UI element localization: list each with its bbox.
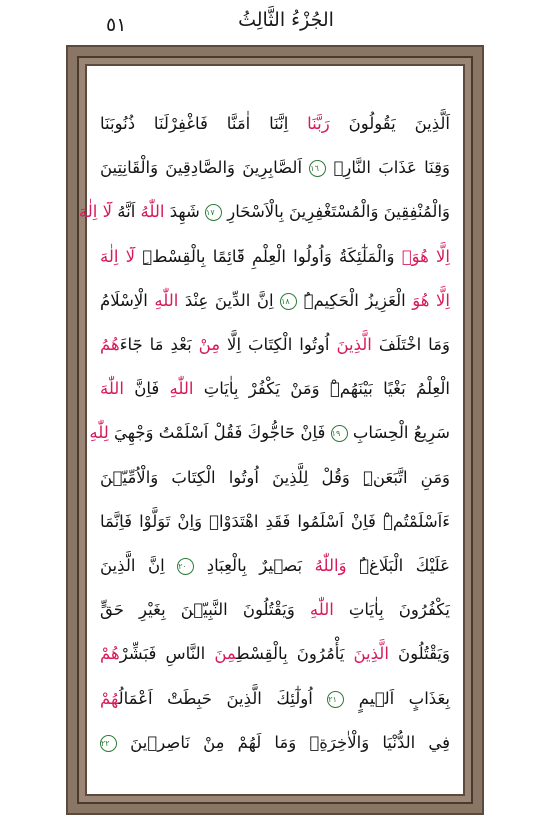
highlighted-word: الَّذِينَ [336,335,372,354]
verse-text: اَلَّذِينَ يَقُولُونَ [329,114,450,133]
page-frame [66,45,484,815]
verse-text: وَمَنِ اتَّبَعَنِۜ وَقُلْ لِلَّذِينَ اُوتُوا الْكِتَابَ وَالْاُمِّيّٖنَ [100,467,450,487]
highlighted-word: اِلَّا هُوَ [412,290,450,310]
highlighted-word: هُمْ [100,644,120,664]
verse-line [78,190,450,234]
verse-line [100,279,450,323]
verse-line [100,677,450,721]
highlighted-word: اللّٰهَ [100,379,124,399]
ayah-number-marker: ٢١ [327,691,344,708]
verse-line [100,500,450,544]
verse-text: وَمَا اخْتَلَفَ [371,335,450,354]
verse-text: اِنَّ الَّذِينَ [100,556,178,575]
highlighted-word: اللّٰهِ [169,379,194,399]
page-number: ٥١ [106,14,127,36]
verse-text: اَلصَّابِرِينَ وَالصَّادِقِينَ وَالْقَانِتِينَ [100,158,310,178]
highlighted-word: رَبَّنَا [307,114,330,133]
verse-line [100,632,450,676]
highlighted-word: اللّٰهِ [154,290,179,310]
verse-text: اُولٰٓئِكَ الَّذِينَ حَبِطَتْ اَعْمَالُ [118,688,328,708]
verse-text: بَصٖيرٌ بِالْعِبَادِ [194,556,315,575]
highlighted-word: هُمْ [100,688,119,708]
verse-text: بِعَذَابٍ اَلٖيمٍ [344,688,451,708]
verse-text: يَأْمُرُونَ بِالْقِسْطِ [236,644,354,664]
ayah-number-marker: ١٩ [331,425,348,442]
verse-text: بَعْدِ مَا جَٓاءَ [119,335,199,354]
verse-text: اِنَّنَا اٰمَنَّا فَاغْفِرْلَنَا ذُنُوبَنَا [100,114,308,133]
verse-text: وَالْمَلٰٓئِكَةُ وَاُولُوا الْعِلْمِ قَٓائِمًا بِالْقِسْطِۜ [135,246,402,266]
verse-text: اَنَّهُ [112,202,141,222]
ayah-number-marker: ١٧ [205,204,222,221]
highlighted-word: الَّذِينَ [353,644,389,664]
highlighted-word: اللّٰهِ [309,600,334,620]
verse-text: عَلَيْكَ الْبَلَاغُۜ [346,556,450,575]
page-header [66,6,484,40]
highlighted-word: هُمُ [100,335,120,354]
highlighted-word: لَٓا اِلٰهَ [100,246,136,266]
highlighted-word: مِنْ [198,335,221,354]
ayah-number-marker: ٢٠ [177,558,194,575]
verse-text: اُوتُوا الْكِتَابَ اِلَّا [220,335,337,354]
ayah-number-marker: ١٦ [309,160,326,177]
verse-text: وَالْمُنْفِقِينَ وَالْمُسْتَغْفِرِينَ بِالْاَسْحَارِ [222,202,450,222]
verse-line [100,588,450,632]
verse-text: الْاِسْلَامُ [100,290,155,310]
verse-line [100,235,450,279]
verse-line [100,146,450,190]
verse-line [100,456,450,500]
verse-text: الْعَزِيزُ الْحَكِيمُۜ [297,290,413,310]
text-panel [78,64,465,796]
verse-line [100,544,450,588]
verse-text: سَرِيعُ الْحِسَابِ [347,423,450,443]
verse-text: فَاِنَّ [123,379,170,399]
verse-text: فَاِنْ حَٓاجُّوكَ فَقُلْ اَسْلَمْتُ وَجْهِيَ [108,423,331,443]
verse-text: شَهِدَ [164,202,206,222]
verse-text: اِنَّ الدِّينَ عِنْدَ [178,290,281,310]
highlighted-word: لَٓا اِلٰهَ [78,202,113,222]
verse-line [100,367,450,411]
highlighted-word: لِلّٰهِ [89,423,109,443]
verse-text: يَكْفُرُونَ بِاٰيَاتِ [333,600,450,620]
frame-border-band [77,56,473,804]
highlighted-word: اللّٰهُ [140,202,165,222]
verse-text: ءَاَسْلَمْتُمْۜ فَاِنْ اَسْلَمُوا فَقَدِ اهْتَدَوْاۚ وَاِنْ تَوَلَّوْا فَاِنَّمَا [100,511,450,531]
verse-line [100,102,450,146]
quran-text-area [78,102,451,782]
verse-line [100,323,450,367]
juz-title: الجُزْءُ الثَّالِثُ [238,9,334,31]
ayah-number-marker: ١٨ [280,293,297,310]
verse-text: وَقِنَا عَذَابَ النَّارِۚ [326,158,450,178]
verse-text: وَيَقْتُلُونَ النَّبِيّٖنَ بِغَيْرِ حَقٍّ [100,600,310,620]
highlighted-word: اِلَّا هُوَۙ [401,246,450,266]
verse-text: النَّاسِ فَبَشِّرْ [119,644,215,664]
verse-line [100,721,450,765]
verse-line [89,411,450,455]
verse-text: وَيَقْتُلُونَ [388,644,450,664]
highlighted-word: وَاللّٰهُ [314,556,347,575]
ayah-number-marker: ٢٢ [100,735,117,752]
verse-text: الْعِلْمُ بَغْيًا بَيْنَهُمْۜ وَمَنْ يَكْفُرْ بِاٰيَاتِ [193,379,450,399]
verse-text: فِي الدُّنْيَا وَالْاٰخِرَةِۘ وَمَا لَهُمْ مِنْ نَاصِرٖينَ [117,732,450,752]
highlighted-word: مِنَ [214,644,237,664]
